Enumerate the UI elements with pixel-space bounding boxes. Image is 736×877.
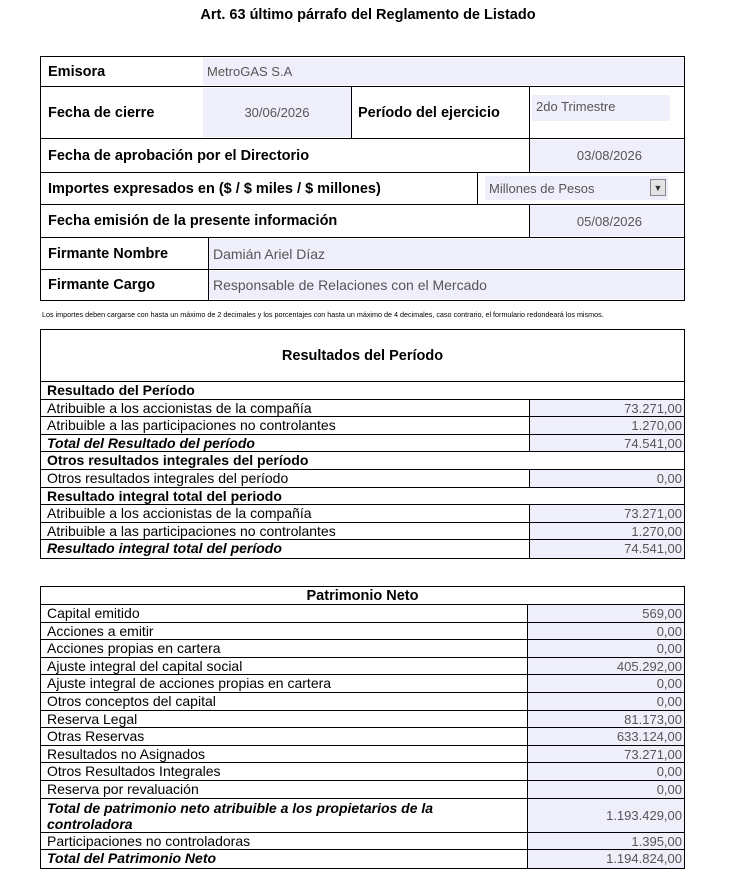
emisora-label: Emisora — [48, 63, 106, 80]
periodo-field[interactable]: 2do Trimestre — [532, 95, 670, 121]
row-label: Resultado del Período — [47, 382, 195, 398]
row-value-field[interactable]: 0,00 — [527, 675, 684, 692]
row-label: Ajuste integral del capital social — [47, 657, 243, 674]
resultados-title: Resultados del Período — [41, 330, 684, 382]
row-label: Resultado integral total del período — [47, 540, 282, 557]
table-row — [41, 693, 684, 711]
row-value-field[interactable]: 74.541,00 — [529, 435, 684, 452]
row-label: Ajuste integral de acciones propias en cartera — [47, 675, 332, 692]
firmante-nombre-label: Firmante Nombre — [48, 245, 169, 262]
row-label: Resultados no Asignados — [47, 745, 205, 762]
fecha-cierre-label: Fecha de cierre — [48, 104, 155, 121]
row-value-field[interactable]: 569,00 — [527, 605, 684, 622]
row-label: Total del Resultado del período — [47, 434, 255, 451]
rounding-note: Los importes deben cargarse con hasta un máximo de 2 decimales y los porcentajes con hasta un máximo de 4 decimales, caso contrario, el formulario redondeará los mismos. — [42, 310, 604, 319]
table-row — [41, 435, 684, 453]
row-label: Total del Patrimonio Neto — [47, 850, 217, 867]
table-row — [41, 470, 684, 488]
aprobacion-label: Fecha de aprobación por el Directorio — [48, 147, 310, 164]
table-row — [41, 728, 684, 746]
table-row — [41, 833, 684, 851]
row-value-field[interactable]: 81.173,00 — [527, 711, 684, 728]
patrimonio-table — [40, 586, 685, 869]
row-value-field[interactable]: 1.270,00 — [529, 523, 684, 540]
row-value-field[interactable]: 0,00 — [527, 763, 684, 780]
row-label: Otras Reservas — [47, 728, 145, 745]
chevron-down-icon[interactable]: ▼ — [650, 179, 666, 196]
table-row — [41, 711, 684, 729]
table-row — [41, 623, 684, 641]
table-row — [41, 452, 684, 470]
table-row — [41, 658, 684, 676]
aprobacion-field[interactable]: 03/08/2026 — [530, 140, 684, 171]
row-label: Otros resultados integrales del período — [47, 469, 289, 486]
row-label: Atribuible a los accionistas de la compañía — [47, 399, 312, 416]
table-row — [41, 763, 684, 781]
row-label: Reserva Legal — [47, 710, 138, 727]
row-label: Acciones a emitir — [47, 622, 154, 639]
row-label: Reserva por revaluación — [47, 780, 199, 797]
table-row — [41, 540, 684, 558]
firmante-nombre-field[interactable]: Damián Ariel Díaz — [209, 239, 684, 268]
patrimonio-title: Patrimonio Neto — [41, 587, 684, 605]
table-row — [41, 781, 684, 799]
row-value-field[interactable]: 73.271,00 — [529, 400, 684, 417]
page-title: Art. 63 último párrafo del Reglamento de Listado — [200, 7, 536, 23]
row-value-field[interactable]: 73.271,00 — [527, 746, 684, 763]
row-value-field[interactable]: 0,00 — [527, 640, 684, 657]
row-value-field[interactable]: 405.292,00 — [527, 658, 684, 675]
row-label: Atribuible a las participaciones no controlantes — [47, 417, 336, 434]
importes-select[interactable]: Millones de Pesos — [485, 176, 668, 200]
table-row — [41, 746, 684, 764]
row-label: Otros resultados integrales del período — [47, 452, 309, 469]
row-label: Acciones propias en cartera — [47, 640, 221, 657]
firmante-cargo-label: Firmante Cargo — [48, 277, 156, 293]
row-value-field[interactable]: 633.124,00 — [527, 728, 684, 745]
row-label: Capital emitido — [47, 605, 140, 621]
row-value-field[interactable]: 1.270,00 — [529, 417, 684, 434]
resultados-table — [40, 329, 685, 559]
row-value-field[interactable]: 1.395,00 — [527, 833, 684, 850]
row-label: Otros conceptos del capital — [47, 692, 216, 709]
row-label: Resultado integral total del periodo — [47, 487, 282, 504]
fecha-cierre-field[interactable]: 30/06/2026 — [203, 88, 351, 137]
periodo-label: Período del ejercicio — [358, 104, 500, 121]
table-row — [41, 400, 684, 418]
emisora-field[interactable]: MetroGAS S.A — [203, 58, 684, 85]
table-row — [41, 505, 684, 523]
row-value-field[interactable]: 1.193.429,00 — [527, 799, 684, 832]
row-value-field[interactable]: 0,00 — [527, 781, 684, 798]
table-row — [41, 640, 684, 658]
importes-label: Importes expresados en ($ / $ miles / $ millones) — [48, 180, 381, 197]
row-label: Otros Resultados Integrales — [47, 763, 221, 780]
emision-field[interactable]: 05/08/2026 — [530, 206, 684, 236]
row-label: Atribuible a las participaciones no controlantes — [47, 522, 336, 539]
emision-label: Fecha emisión de la presente información — [48, 213, 338, 229]
row-label: Atribuible a los accionistas de la compañía — [47, 505, 312, 522]
row-value-field[interactable]: 0,00 — [527, 623, 684, 640]
table-row — [41, 675, 684, 693]
table-row — [41, 799, 684, 833]
table-row — [41, 488, 684, 506]
row-value-field[interactable]: 0,00 — [529, 470, 684, 487]
table-row — [41, 605, 684, 623]
table-row — [41, 523, 684, 541]
row-value-field[interactable]: 74.541,00 — [529, 540, 684, 558]
table-row — [41, 850, 684, 868]
row-label: Total de patrimonio neto atribuible a los propietarios de la controladora — [47, 799, 434, 832]
row-value-field[interactable]: 73.271,00 — [529, 505, 684, 522]
table-row — [41, 382, 684, 400]
header-form — [40, 56, 685, 301]
table-row — [41, 417, 684, 435]
row-value-field[interactable]: 1.194.824,00 — [527, 850, 684, 868]
row-value-field[interactable]: 0,00 — [527, 693, 684, 710]
firmante-cargo-field[interactable]: Responsable de Relaciones con el Mercado — [209, 271, 684, 299]
row-label: Participaciones no controladoras — [47, 832, 251, 849]
